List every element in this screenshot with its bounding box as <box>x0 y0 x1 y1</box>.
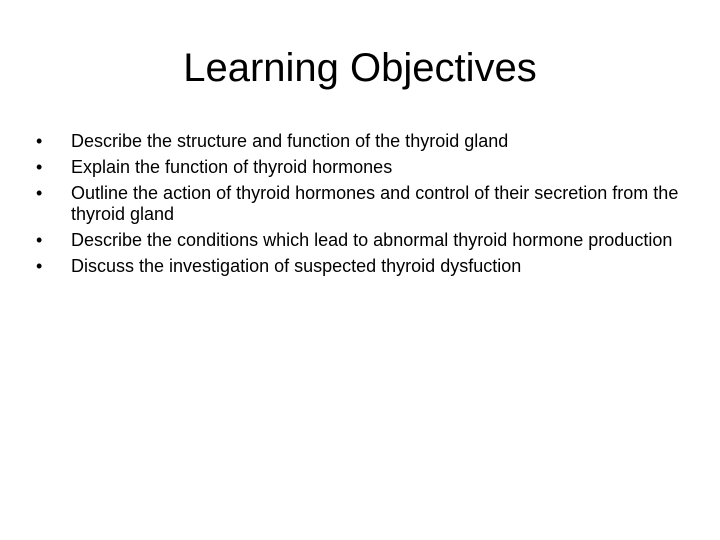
list-item-text: Explain the function of thyroid hormones <box>71 157 393 177</box>
list-item-text: Outline the action of thyroid hormones and control of their secretion from the thyroid gland <box>71 183 679 224</box>
bullet-icon: • <box>36 230 43 250</box>
list-item-text: Describe the conditions which lead to abnormal thyroid hormone production <box>71 230 673 250</box>
list-item <box>36 157 696 178</box>
list-item <box>36 131 696 152</box>
bullet-icon: • <box>36 131 43 151</box>
bullet-icon: • <box>36 256 43 276</box>
list-item <box>36 230 696 251</box>
list-item-text: Describe the structure and function of the thyroid gland <box>71 131 509 151</box>
bullet-icon: • <box>36 157 43 177</box>
list-item <box>36 183 696 225</box>
slide-title: Learning Objectives <box>183 46 537 90</box>
list-item <box>36 256 696 277</box>
objectives-list <box>36 131 696 282</box>
list-item-text: Discuss the investigation of suspected thyroid dysfuction <box>71 256 522 276</box>
bullet-icon: • <box>36 183 43 203</box>
